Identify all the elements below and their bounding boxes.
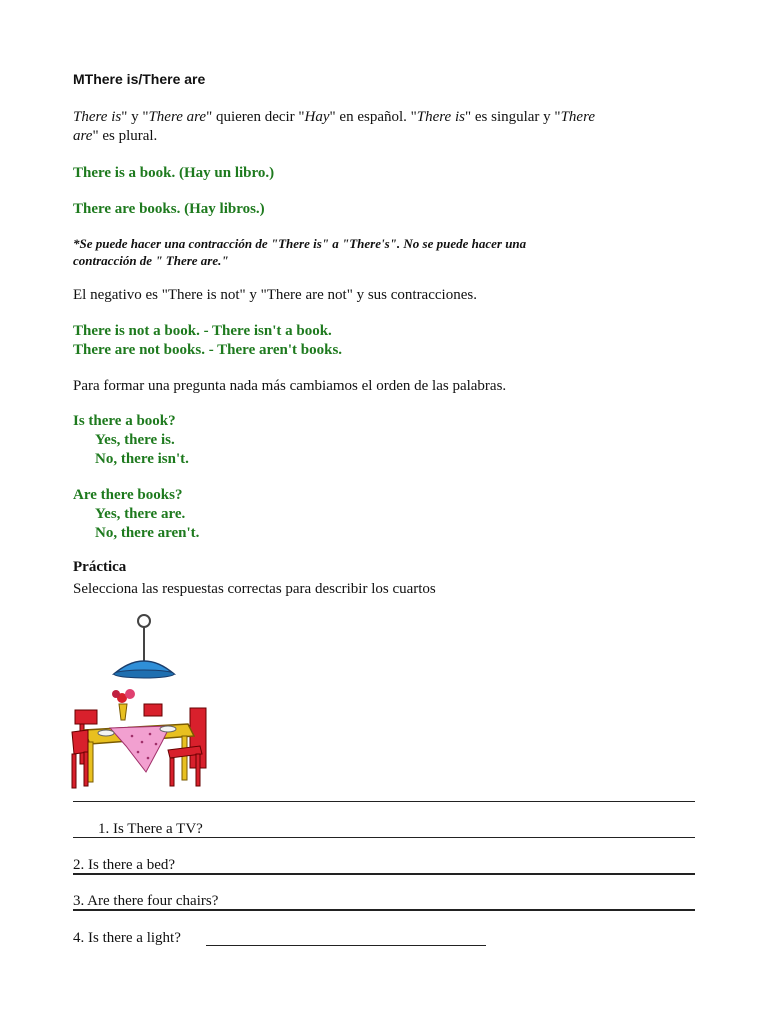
negative-intro: El negativo es "There is not" y "There are not" y sus contracciones. (73, 287, 477, 303)
practice-instructions: Selecciona las respuestas correctas para describir los cuartos (73, 581, 436, 597)
question-2-text: Are there books? (73, 487, 183, 503)
note-line-2: contracción de " There are." (73, 253, 229, 268)
negative-line-1: There is not a book. - There isn't a book. (73, 323, 332, 339)
question-2-yes: Yes, there are. (95, 506, 186, 522)
dining-room-illustration-icon (70, 612, 220, 790)
vase-icon (119, 704, 127, 720)
plate-icon (98, 730, 114, 736)
example-plural: There are books. (Hay libros.) (73, 201, 265, 217)
table-leg (182, 736, 187, 780)
intro-there-is: There is (73, 109, 122, 125)
lamp-hook-icon (138, 615, 150, 627)
chair-leg (84, 752, 88, 786)
example-singular: There is a book. (Hay un libro.) (73, 165, 275, 181)
chair-back (144, 704, 162, 716)
contraction-note (73, 235, 693, 269)
intro-paragraph (73, 108, 693, 146)
negative-line-2: There are not books. - There aren't books. (73, 342, 343, 358)
practice-item-2: 2. Is there a bed? (73, 857, 176, 873)
intro-text: " es singular y " (464, 109, 561, 125)
intro-there-are: There are (148, 109, 207, 125)
intro-there: There (560, 109, 596, 125)
intro-text: " en español. " (329, 109, 417, 125)
lamp-rim (114, 670, 174, 678)
question-1-yes: Yes, there is. (95, 432, 175, 448)
intro-text: " y " (121, 109, 149, 125)
intro-text: " quieren decir " (206, 109, 305, 125)
note-line-1: *Se puede hacer una contracción de "There is" a "There's". No se puede hacer una (73, 236, 527, 251)
chair-leg (196, 754, 200, 786)
question-1-text: Is there a book? (73, 413, 176, 429)
intro-hay: Hay (304, 109, 330, 125)
answer-line-4[interactable] (206, 945, 486, 946)
question-1 (73, 412, 189, 469)
chair-back (72, 730, 88, 754)
page-title: MThere is/There are (73, 71, 206, 87)
chair-leg (72, 754, 76, 788)
question-2 (73, 486, 199, 543)
question-2-no: No, there aren't. (95, 525, 200, 541)
table-leg (88, 742, 93, 782)
answer-line-3[interactable] (73, 909, 695, 911)
chair-leg (170, 758, 174, 786)
practice-item-3: 3. Are there four chairs? (73, 893, 219, 909)
practice-item-4: 4. Is there a light? (73, 930, 181, 946)
intro-there-is-2: There is (416, 109, 465, 125)
chair-back (75, 710, 97, 724)
tablecloth (110, 726, 170, 772)
practice-heading: Práctica (73, 559, 127, 575)
intro-are: are (73, 128, 93, 144)
question-1-no: No, there isn't. (95, 451, 189, 467)
plate-icon (160, 726, 176, 732)
answer-line-2[interactable] (73, 873, 695, 875)
flower-icon (112, 690, 120, 698)
practice-item-1: 1. Is There a TV? (98, 821, 203, 837)
separator-line (73, 801, 695, 802)
intro-text: " es plural. (92, 128, 158, 144)
answer-line-1[interactable] (73, 837, 695, 838)
flower-icon (125, 689, 135, 699)
question-intro: Para formar una pregunta nada más cambiamos el orden de las palabras. (73, 378, 507, 394)
